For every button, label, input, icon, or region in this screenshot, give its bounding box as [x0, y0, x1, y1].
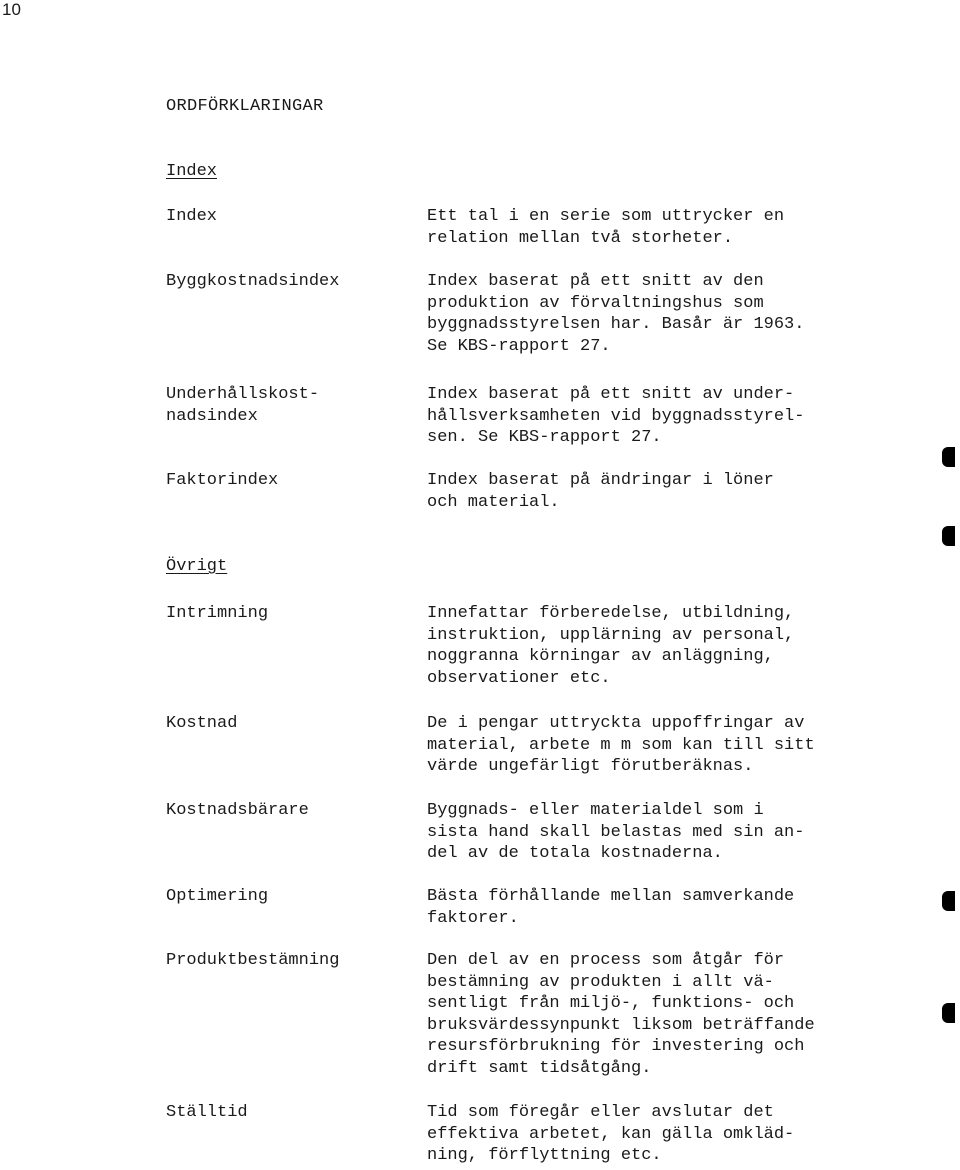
definition-index: Ett tal i en serie som uttrycker en relation mellan två storheter. [427, 207, 785, 248]
page-number: 10 [2, 0, 21, 19]
term-produktbestamning: Produktbestämning [166, 951, 340, 970]
punch-hole [942, 526, 955, 546]
definition-produktbestamning: Den del av en process som åtgår för bestämning av produkten i allt vä- sentligt från miljö-, funktions- och bruksvärdessynpunkt liksom beträffande resursförbrukning för investering och drift samt tidsåtgång. [427, 951, 815, 1078]
definition-kostnadsbarare: Byggnads- eller materialdel som i sista hand skall belastas med sin an- del av de totala kostnaderna. [427, 801, 805, 863]
definition-byggkostnadsindex: Index baserat på ett snitt av den produktion av förvaltningshus som byggnadsstyrelsen har. Basår är 1963. Se KBS-rapport 27. [427, 272, 805, 356]
definition-kostnad: De i pengar uttryckta uppoffringar av material, arbete m m som kan till sitt värde ungefärligt förutberäknas. [427, 714, 815, 776]
term-intrimning: Intrimning [166, 604, 269, 623]
punch-hole [942, 891, 955, 911]
term-underhallskostnadsindex: Underhållskost- nadsindex [166, 385, 320, 426]
term-byggkostnadsindex: Byggkostnadsindex [166, 272, 340, 291]
page-title: ORDFÖRKLARINGAR [166, 97, 324, 116]
definition-stalltid: Tid som föregår eller avslutar det effektiva arbetet, kan gälla omkläd- ning, förflyttning etc. [427, 1103, 795, 1165]
definition-underhallskostnadsindex: Index baserat på ett snitt av under- hållsverksamheten vid byggnadsstyrel- sen. Se KBS-rapport 27. [427, 385, 805, 447]
section-heading-ovrigt: Övrigt [166, 557, 228, 576]
term-kostnad: Kostnad [166, 714, 238, 733]
punch-hole [942, 447, 955, 467]
definition-faktorindex: Index baserat på ändringar i löner och material. [427, 471, 774, 512]
definition-optimering: Bästa förhållande mellan samverkande faktorer. [427, 887, 795, 928]
term-faktorindex: Faktorindex [166, 471, 279, 490]
punch-hole [942, 1003, 955, 1023]
term-index: Index [166, 207, 218, 226]
section-heading-index: Index [166, 162, 218, 181]
term-stalltid: Ställtid [166, 1103, 248, 1122]
definition-intrimning: Innefattar förberedelse, utbildning, instruktion, upplärning av personal, noggranna körningar av anläggning, observationer etc. [427, 604, 795, 688]
term-optimering: Optimering [166, 887, 269, 906]
term-kostnadsbarare: Kostnadsbärare [166, 801, 309, 820]
